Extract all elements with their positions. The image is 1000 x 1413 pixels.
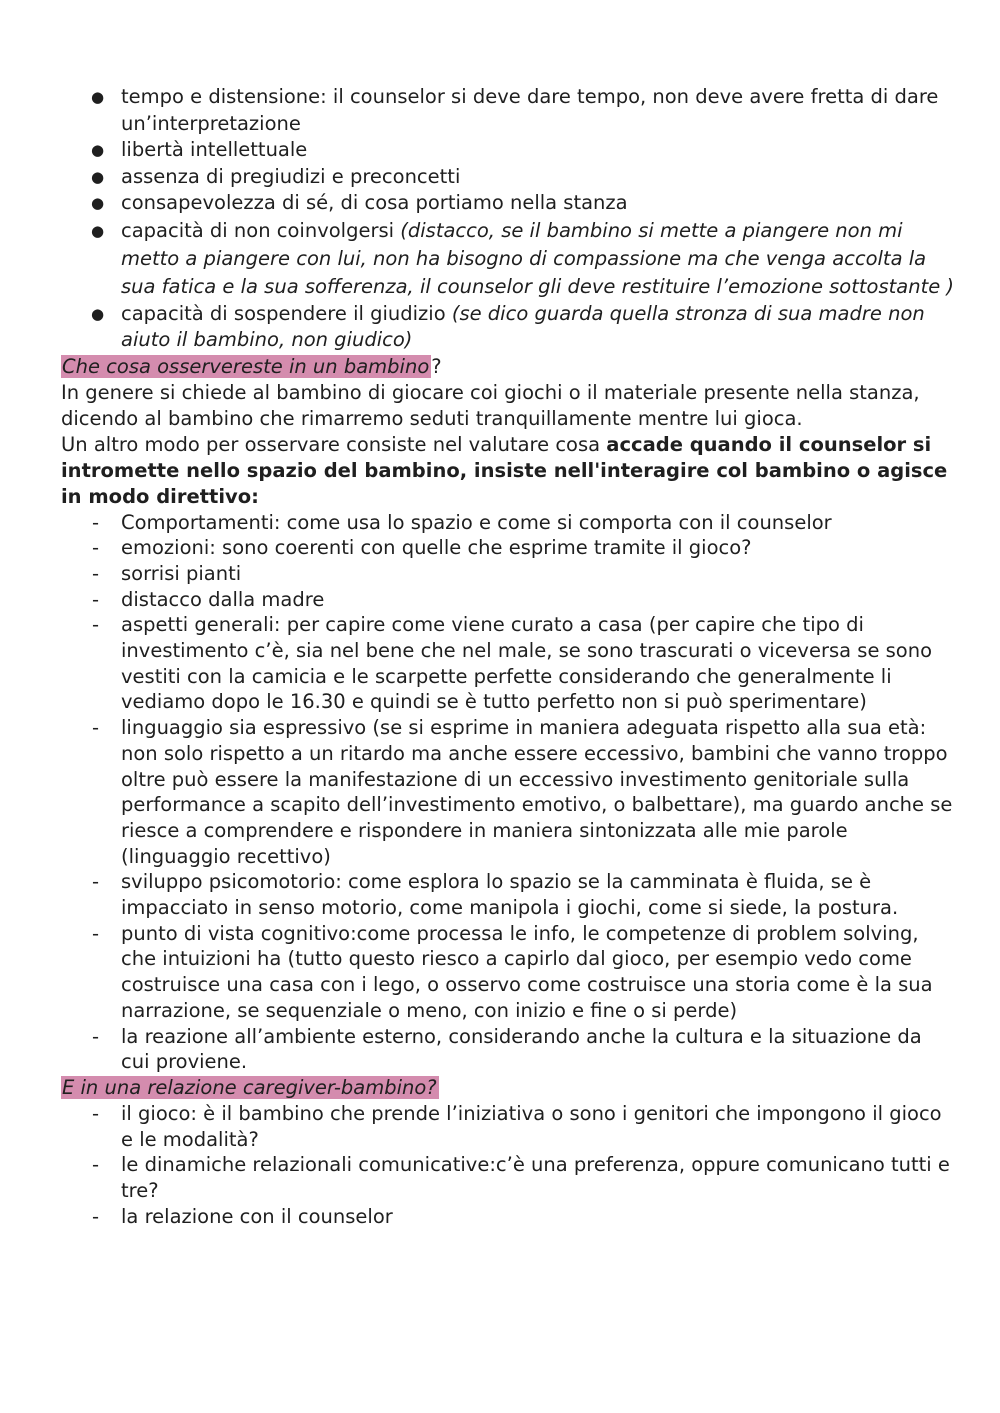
dash-marker: - [92,716,100,740]
list-item [61,561,956,587]
dash-marker: - [92,870,100,894]
relationship-list [61,1101,956,1230]
dash-marker: - [92,613,100,637]
intro-paragraph [61,380,956,432]
list-item [61,1204,956,1230]
list-item-text: capacità di non coinvolgersi [121,218,401,242]
bullet-marker: ● [91,141,105,159]
section-heading [61,354,956,380]
intro-text-2: Un altro modo per osservare consiste nel valutare cosa [61,432,607,456]
heading-suffix: ? [431,354,442,378]
list-item-text: Comportamenti: come usa lo spazio e come si comporta con il counselor [121,510,832,534]
list-item [61,217,956,301]
bullet-marker: ● [91,88,105,106]
list-item-text: sorrisi pianti [121,561,242,585]
list-item [61,510,956,536]
section-heading-2 [61,1075,956,1101]
intro-paragraph-2 [61,432,956,510]
list-item-text: libertà intellettuale [121,138,308,161]
list-item-text: sviluppo psicomotorio: come esplora lo spazio se la camminata è fluida, se è impacciato in senso motorio, come manipola i giochi, come si siede, la postura. [121,870,899,920]
list-item-text: il gioco: è il bambino che prende l’iniziativa o sono i genitori che impongono il gioco e le modalità? [121,1101,942,1151]
list-item-text: assenza di pregiudizi e preconcetti [121,164,461,188]
list-item-text: consapevolezza di sé, di cosa portiamo nella stanza [121,191,628,214]
list-item [61,612,956,715]
dash-marker: - [92,1204,100,1228]
list-item [61,587,956,613]
list-item [61,921,956,1024]
list-item [61,715,956,869]
qualities-list [61,84,956,354]
list-item-text: emozioni: sono coerenti con quelle che esprime tramite il gioco? [121,536,752,560]
list-item [61,190,956,217]
bullet-marker: ● [91,167,105,186]
list-item-text: la relazione con il counselor [121,1204,393,1228]
list-item [61,1101,956,1152]
list-item-text: linguaggio sia espressivo (se si esprime in maniera adeguata rispetto alla sua età: non solo rispetto a un ritardo ma anche essere eccessivo, bambini che vanno troppo oltre può essere la manifestazione di un eccessivo investimento genitoriale sulla performance a scapito dell’investimento emotivo, o balbettare), ma guardo anche se riesce a comprendere e rispondere in maniera sintonizzata alle mie parole (linguaggio recettivo) [121,716,953,868]
intro-text: In genere si chiede al bambino di giocare coi giochi o il materiale presente nella stanza, dicendo al bambino che rimarremo seduti tranquillamente mentre lui gioca. [61,380,920,430]
list-item [61,301,956,354]
bullet-marker: ● [91,304,105,323]
list-item [61,869,956,920]
list-item-text: la reazione all’ambiente esterno, considerando anche la cultura e la situazione da cui proviene. [121,1024,922,1074]
list-item-text: tempo e distensione: il counselor si deve dare tempo, non deve avere fretta di dare un’interpretazione [121,85,939,135]
highlighted-question: E in una relazione caregiver-bambino? [62,1075,437,1099]
list-item-text: le dinamiche relazionali comunicative:c’è una preferenza, oppure comunicano tutti e tre? [121,1153,950,1203]
list-item-text: capacità di sospendere il giudizio [121,301,452,325]
list-item [61,535,956,561]
list-item [61,84,956,137]
intro-bold-text: accade quando il counselor si intromette nello spazio del bambino, insiste nell'interagire col bambino o agisce in modo direttivo: [61,432,948,508]
dash-marker: - [92,587,100,611]
highlighted-question: Che cosa osservereste in un bambino [62,354,430,378]
document-page [61,84,956,1229]
bullet-marker: ● [91,221,105,240]
list-item [61,137,956,164]
list-item-text: aspetti generali: per capire come viene curato a casa (per capire che tipo di investimento c’è, sia nel bene che nel male, se sono trascurati o viceversa se sono vestiti con la camicia e le scarpette perfette considerando che generalmente li vediamo dopo le 16.30 e quindi se è tutto perfetto non si può sperimentare) [121,613,933,714]
list-item [61,164,956,191]
dash-marker: - [92,1024,100,1048]
dash-marker: - [92,510,100,534]
list-item-italic-note: (se dico guarda quella stronza di sua madre non aiuto il bambino, non giudico) [121,301,925,351]
dash-marker: - [92,921,100,945]
list-item-text: punto di vista cognitivo:come processa le info, le competenze di problem solving, che intuizioni ha (tutto questo riesco a capirlo dal gioco, per esempio vedo come costruisce una casa con i lego, o osservo come costruisce una storia come è la sua narrazione, se sequenziale o meno, con inizio e fine o si perde) [121,921,933,1022]
dash-marker: - [92,561,100,585]
list-item [61,1152,956,1203]
dash-marker: - [92,1101,100,1125]
bullet-marker: ● [91,194,105,212]
dash-marker: - [92,536,100,560]
observation-list [61,510,956,1075]
list-item-italic-note: (distacco, se il bambino si mette a piangere non mi metto a piangere con lui, non ha bisogno di compassione ma che venga accolta la sua fatica e la sua sofferenza, il counselor gli deve restituire l’emozione sottostante ) [121,218,955,298]
list-item [61,1024,956,1075]
dash-marker: - [92,1153,100,1177]
list-item-text: distacco dalla madre [121,587,325,611]
